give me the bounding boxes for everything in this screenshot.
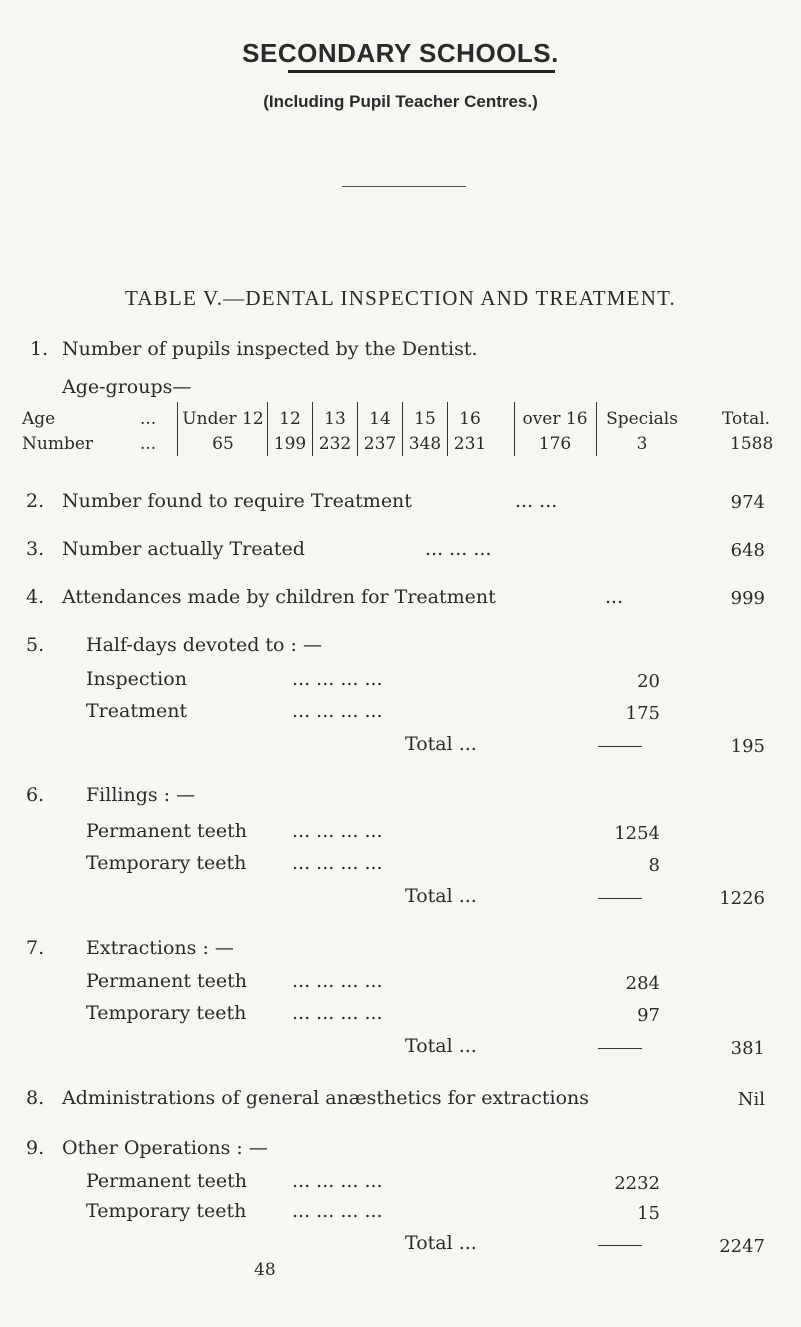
item-7-row-dots: ... ... ... ... — [292, 1002, 383, 1024]
age-cell: 12 — [279, 409, 301, 429]
title-underline — [288, 70, 555, 73]
item-2-value: 974 — [730, 492, 765, 513]
item-4-label: Attendances made by children for Treatment — [62, 586, 496, 608]
item-7-row-value: 284 — [625, 973, 660, 994]
item-9-row-value: 15 — [637, 1203, 660, 1224]
item-7-row-label: Temporary teeth — [86, 1002, 247, 1024]
age-cell: Under 12 — [182, 409, 264, 429]
item-4-value: 999 — [730, 588, 765, 609]
count-cell: 237 — [363, 434, 397, 454]
item-5-label: Half-days devoted to : — — [86, 634, 322, 656]
age-row-label: Age — [22, 409, 56, 429]
item-6-row-label: Temporary teeth — [86, 852, 247, 874]
section-divider — [342, 186, 466, 187]
item-6-total-label: Total ... — [405, 885, 477, 907]
item-3-number: 3. — [26, 538, 45, 560]
count-cell: 3 — [636, 434, 648, 454]
count-cell: 1588 — [730, 434, 774, 454]
item-2-label: Number found to require Treatment — [62, 490, 412, 512]
item-9-row-dots: ... ... ... ... — [292, 1170, 383, 1192]
age-row-dots: ... — [140, 409, 157, 429]
item-7-label: Extractions : — — [86, 937, 234, 959]
item-5-row-label: Inspection — [86, 668, 187, 690]
item-5-number: 5. — [26, 634, 45, 656]
count-cell: 231 — [453, 434, 487, 454]
item-6-number: 6. — [26, 784, 45, 806]
age-cell: Specials — [606, 409, 678, 429]
age-cell: 13 — [324, 409, 346, 429]
age-cell: over 16 — [522, 409, 588, 429]
item-6-row-dots: ... ... ... ... — [292, 820, 383, 842]
item-9-row-dots: ... ... ... ... — [292, 1200, 383, 1222]
count-cell: 348 — [408, 434, 442, 454]
age-groups-label: Age-groups— — [62, 376, 192, 398]
page-subtitle: (Including Pupil Teacher Centres.) — [263, 92, 538, 111]
number-row-dots: ... — [140, 434, 157, 454]
item-4-dots: ... — [605, 586, 624, 608]
item-7-total-label: Total ... — [405, 1035, 477, 1057]
age-cell: 15 — [414, 409, 436, 429]
count-cell: 232 — [318, 434, 352, 454]
item-5-row-value: 175 — [625, 703, 660, 724]
count-cell: 176 — [538, 434, 572, 454]
item-9-number: 9. — [26, 1137, 45, 1159]
item-9-row-value: 2232 — [614, 1173, 660, 1194]
item-7-total: 381 — [730, 1038, 765, 1059]
item-2-dots: ... ... — [515, 490, 558, 512]
item-6-row-value: 1254 — [614, 823, 660, 844]
item-7-number: 7. — [26, 937, 45, 959]
page-title: SECONDARY SCHOOLS. — [242, 38, 559, 68]
item-6-label: Fillings : — — [86, 784, 196, 806]
item-2-number: 2. — [26, 490, 45, 512]
sum-rule — [598, 1245, 642, 1246]
item-5-row-dots: ... ... ... ... — [292, 668, 383, 690]
item-8-value: Nil — [737, 1089, 765, 1110]
count-cell: 65 — [212, 434, 234, 454]
item-9-row-label: Permanent teeth — [86, 1170, 247, 1192]
item-5-row-label: Treatment — [86, 700, 188, 722]
item-9-total-label: Total ... — [405, 1232, 477, 1254]
count-cell: 199 — [273, 434, 307, 454]
page-number: 48 — [254, 1260, 276, 1280]
item-6-row-value: 8 — [648, 855, 660, 876]
item-5-row-dots: ... ... ... ... — [292, 700, 383, 722]
item-9-label: Other Operations : — — [62, 1137, 268, 1159]
item-4-number: 4. — [26, 586, 45, 608]
item-9-row-label: Temporary teeth — [86, 1200, 247, 1222]
item-8-number: 8. — [26, 1087, 45, 1109]
sum-rule — [598, 746, 642, 747]
sum-rule — [598, 1048, 642, 1049]
item-5-row-value: 20 — [637, 671, 660, 692]
sum-rule — [598, 898, 642, 899]
number-row-label: Number — [22, 434, 94, 454]
item-5-total-label: Total ... — [405, 733, 477, 755]
item-5-total: 195 — [730, 736, 765, 757]
age-cell: 16 — [459, 409, 481, 429]
item-6-row-dots: ... ... ... ... — [292, 852, 383, 874]
item-7-row-label: Permanent teeth — [86, 970, 247, 992]
item-7-row-value: 97 — [637, 1005, 660, 1026]
item-6-total: 1226 — [719, 888, 765, 909]
table-vline — [177, 402, 178, 456]
age-cell: Total. — [722, 409, 771, 429]
item-8-label: Administrations of general anæsthetics for extractions — [62, 1087, 589, 1109]
item-1-label: Number of pupils inspected by the Dentist. — [62, 338, 478, 360]
item-1-number: 1. — [30, 338, 49, 360]
item-3-label: Number actually Treated — [62, 538, 305, 560]
table-title: TABLE V.—DENTAL INSPECTION AND TREATMENT. — [125, 286, 676, 310]
item-3-dots: ... ... ... — [425, 538, 492, 560]
item-6-row-label: Permanent teeth — [86, 820, 247, 842]
item-3-value: 648 — [730, 540, 765, 561]
age-cell: 14 — [369, 409, 391, 429]
item-9-total: 2247 — [719, 1236, 765, 1257]
item-7-row-dots: ... ... ... ... — [292, 970, 383, 992]
